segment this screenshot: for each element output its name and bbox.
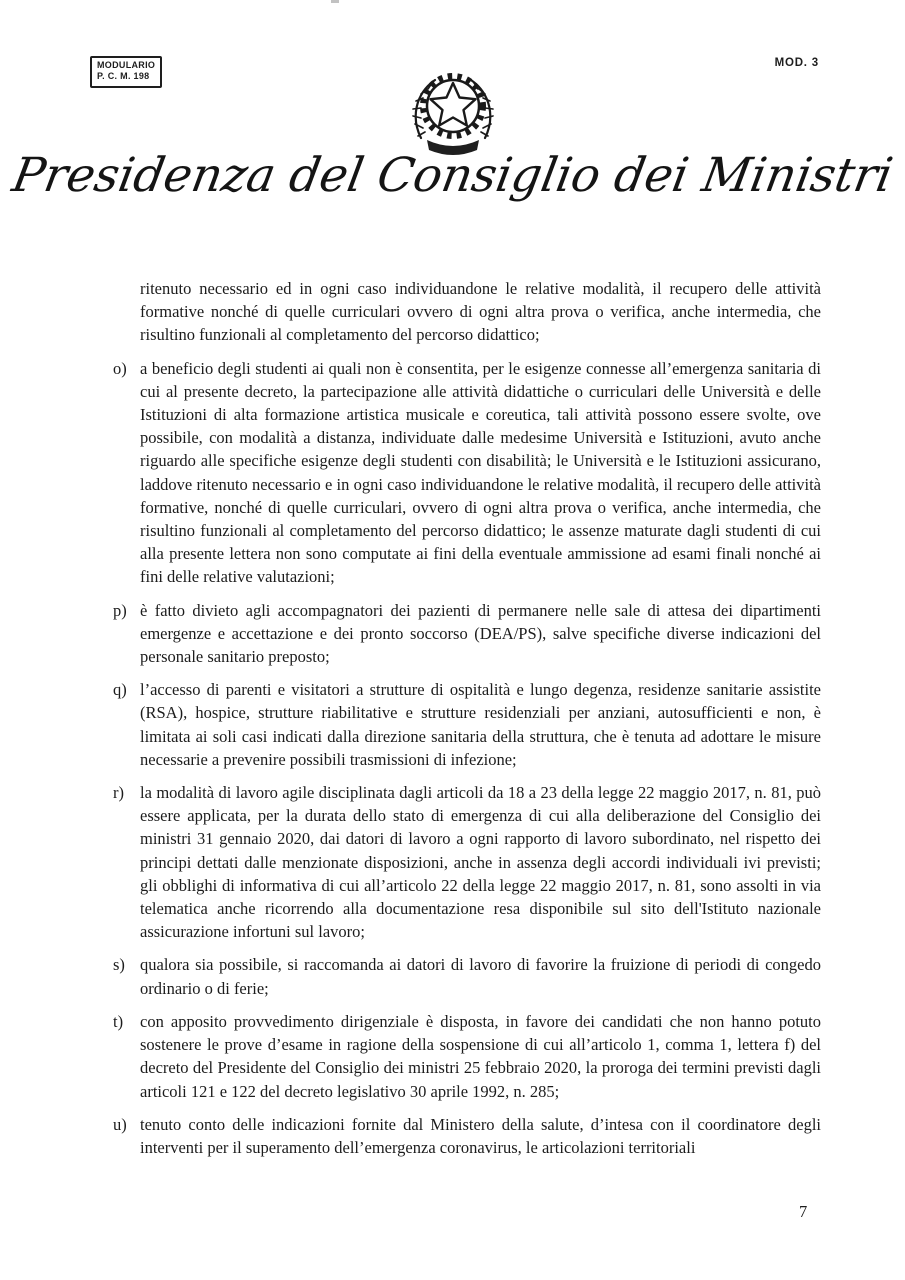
item-label: s) [113,955,125,975]
intro-paragraph: ritenuto necessario ed in ogni caso individuandone le relative modalità, il recupero delle attività formative nonché di quelle curriculari ovvero di ogni altra prova o verifica, anche intermedia, che risultino funzionali al completamento del percorso didattico; [140,279,821,345]
item-label: q) [113,680,127,700]
item-text: è fatto divieto agli accompagnatori dei pazienti di permanere nelle sale di attesa dei dipartimenti emergenze e accettazione e dei pronto soccorso (DEA/PS), salve specifiche diverse indicazioni del personale sanitario preposto; [140,600,821,667]
list-item-r [113,781,821,943]
item-label: o) [113,358,127,378]
item-label: p) [113,600,127,620]
scan-artifact [331,0,339,3]
item-label: t) [113,1011,124,1031]
list-item-q [113,678,821,771]
list-item-o [113,357,821,589]
list-item-p [113,599,821,669]
item-text: a beneficio degli studenti ai quali non è consentita, per le esigenze connesse all’emergenza sanitaria di cui al presente decreto, la partecipazione alle attività didattiche o curriculari delle Università e delle Istituzioni di alta formazione artistica musicale e coreutica, tali attività possono essere svolte, ove possibile, con modalità a distanza, individuate dalle medesime Università e Istituzioni, avuto anche riguardo alle specifiche esigenze degli studenti con disabilità; le Università e le Istituzioni assicurano, laddove ritenuto necessario e in ogni caso individuandone le relative modalità, il recupero delle attività formative, nonché di quelle curriculari, ovvero di ogni altra prova o verifica, anche intermedia, che risultino funzionali al completamento del percorso didattico; le assenze maturate dagli studenti di cui alla presente lettera non sono computate ai fini della eventuale ammissione ad esami finali nonché ai fini delle relative valutazioni; [140,358,821,587]
document-body [113,277,821,1169]
mod-3-label: MOD. 3 [774,57,819,69]
item-label: r) [113,783,124,803]
item-text: l’accesso di parenti e visitatori a strutture di ospitalità e lungo degenza, residenze sanitarie assistite (RSA), hospice, strutture riabilitative e strutture residenziali per anziani, autosufficienti e non, è limitata ai soli casi indicati dalla direzione sanitaria della struttura, che è tenuta ad adottare le misure necessarie a prevenire possibili trasmissioni di infezione; [140,680,821,769]
item-text: con apposito provvedimento dirigenziale è disposta, in favore dei candidati che non hanno potuto sostenere le prove d’esame in ragione della sospensione di cui all’articolo 1, comma 1, lettera f) del decreto del Presidente del Consiglio dei ministri 25 febbraio 2020, la proroga dei termini previsti dagli articoli 121 e 122 del decreto legislativo 30 aprile 1992, n. 285; [140,1011,821,1101]
list-item-s [113,953,821,999]
list-item-t [113,1010,821,1103]
item-text: la modalità di lavoro agile disciplinata dagli articoli da 18 a 23 della legge 22 maggio 2017, n. 81, può essere applicata, per la durata dello stato di emergenza di cui alla deliberazione del Consiglio dei ministri 31 gennaio 2020, dai datori di lavoro a ogni rapporto di lavoro subordinato, nel rispetto dei principi dettati dalle menzionate disposizioni, anche in assenza degli accordi individuali ivi previsti; gli obblighi di informativa di cui all’articolo 22 della legge 22 maggio 2017, n. 81, sono assolti in via telematica anche ricorrendo alla documentazione resa disponibile sul sito dell'Istituto nazionale assicurazione infortuni sul lavoro; [140,783,821,942]
item-text: tenuto conto delle indicazioni fornite dal Ministero della salute, d’intesa con il coordinatore degli interventi per il superamento dell’emergenza coronavirus, le articolazioni territoriali [140,1114,821,1157]
page-number: 7 [799,1202,808,1221]
item-label: u) [113,1114,127,1134]
modulario-line1: MODULARIO [97,60,156,70]
item-text: qualora sia possibile, si raccomanda ai datori di lavoro di favorire la fruizione di periodi di congedo ordinario o di ferie; [140,955,821,998]
modulario-line2: P. C. M. 198 [97,71,150,82]
italian-republic-emblem-icon [397,58,509,158]
modulario-stamp [90,56,162,88]
list-item-u [113,1113,821,1159]
script-title: Presidenza del Consiglio dei Ministri [8,148,897,203]
